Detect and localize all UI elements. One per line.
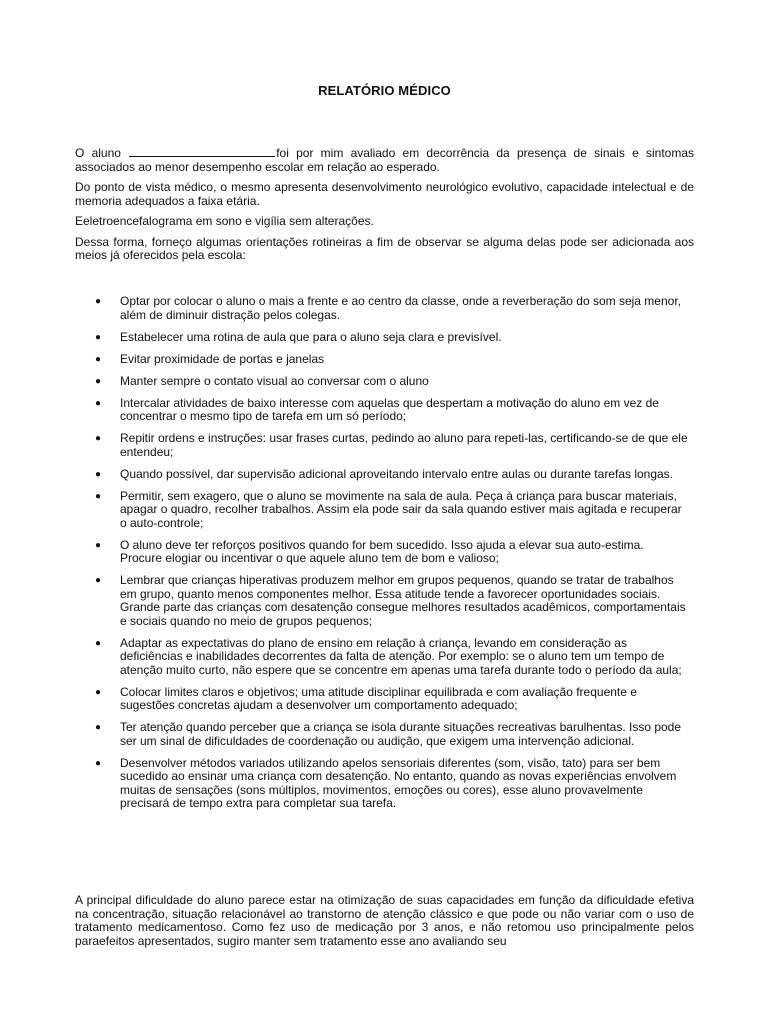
- recommendation-text: Adaptar as expectativas do plano de ensino em relação à criança, levando em consideração as deficiências e inabilidades decorrentes da falta de atenção. Por exemplo: se o aluno tem um tempo de atenção muito curto, não espere que se concentre em apenas uma tarefa durante todo o período da aula;: [120, 635, 682, 677]
- recommendations-list: [75, 295, 694, 819]
- recommendation-text: O aluno deve ter reforços positivos quando for bem sucedido. Isso ajuda a elevar sua auto-estima. Procure elogiar ou incentivar o que aquele aluno tem de bom e valioso;: [120, 537, 644, 565]
- intro-p1-start: O aluno: [75, 146, 129, 160]
- bullet-icon: ●: [95, 722, 102, 733]
- bullet-icon: ●: [95, 490, 102, 502]
- document-title: RELATÓRIO MÉDICO: [318, 83, 451, 98]
- bullet-icon: ●: [95, 468, 102, 480]
- bullet-icon: ●: [95, 637, 102, 649]
- recommendation-text: Desenvolver métodos variados utilizando apelos sensoriais diferentes (som, visão, tato) para ser bem sucedido ao ensinar uma criança com desatenção. No entanto, quando as novas experiências envolvem muitas de sensações (sons múltiplos, movimentos, emoções ou cores), esse aluno provavelmente precisará de tempo extra para completar sua tarefa.: [120, 755, 677, 810]
- recommendation-item: [75, 331, 694, 345]
- recommendation-text: Intercalar atividades de baixo interesse com aquelas que despertam a motivação do aluno em vez de concentrar o mesmo tipo de tarefa em um só período;: [120, 395, 659, 423]
- recommendation-item: [75, 721, 694, 748]
- bullet-icon: ●: [95, 575, 102, 586]
- bullet-icon: ●: [95, 686, 102, 698]
- document-page: [75, 0, 694, 1024]
- recommendation-text: Estabelecer uma rotina de aula que para o aluno seja clara e previsível.: [120, 329, 502, 344]
- bullet-icon: ●: [95, 397, 102, 409]
- recommendation-item: [75, 295, 694, 322]
- recommendation-item: [75, 574, 694, 628]
- bullet-icon: ●: [95, 296, 102, 307]
- intro-p1-end: foi por mim avaliado em decorrência da presença de sinais e sintomas associados ao menor desempenho escolar em relação ao esperado.: [75, 146, 694, 174]
- recommendation-item: [75, 637, 694, 678]
- recommendation-text: Colocar limites claros e objetivos; uma atitude disciplinar equilibrada e com avaliação frequente e sugestões concretas ajudam a desenvolver um comportamento adequado;: [120, 684, 637, 712]
- recommendation-item: [75, 490, 694, 531]
- recommendation-item: [75, 686, 694, 713]
- bullet-icon: ●: [95, 353, 102, 365]
- recommendation-item: [75, 353, 694, 367]
- intro-paragraph-1: [75, 146, 694, 174]
- recommendation-item: [75, 757, 694, 811]
- recommendation-item: [75, 397, 694, 424]
- intro-paragraph-4: Dessa forma, forneço algumas orientações rotineiras a fim de observar se alguma delas pode ser adicionada aos meios já oferecidos pela escola:: [75, 234, 694, 262]
- bullet-icon: ●: [95, 757, 102, 769]
- student-name-blank: [129, 146, 275, 157]
- recommendation-text: Lembrar que crianças hiperativas produzem melhor em grupos pequenos, quando se tratar de trabalhos em grupo, quanto menos componentes melhor. Essa atitude tende a favorecer oportunidades sociais. Grande parte das crianças com desatenção consegue melhores resultados acadêmicos, comportamentais e sociais quando no meio de grupos pequenos;: [120, 573, 686, 628]
- recommendation-text: Quando possível, dar supervisão adicional aproveitando intervalo entre aulas ou durante tarefas longas.: [120, 466, 674, 481]
- intro-section: [75, 146, 694, 270]
- closing-paragraph: A principal dificuldade do aluno parece estar na otimização de suas capacidades em função da dificuldade efetiva na concentração, situação relacionável ao transtorno de atenção clássico e que pode ou não variar com o uso de tratamento medicamentoso. Como fez uso de medicação por 3 anos, e não retomou uso principalmente pelos paraefeitos apresentados, sugiro manter sem tratamento esse ano avaliando seu: [75, 893, 694, 948]
- intro-paragraph-3: Eeletroencefalograma em sono e vigília sem alterações.: [75, 214, 374, 228]
- recommendation-item: [75, 539, 694, 566]
- intro-paragraph-2: Do ponto de vista médico, o mesmo apresenta desenvolvimento neurológico evolutivo, capacidade intelectual e de memoria adequados a faixa etária.: [75, 180, 694, 208]
- recommendation-text: Repitir ordens e instruções: usar frases curtas, pedindo ao aluno para repeti-las, certificando-se de que ele entendeu;: [120, 431, 688, 459]
- recommendation-text: Optar por colocar o aluno o mais a frente e ao centro da classe, onde a reverberação do som seja menor, além de diminuir distração pelos colegas.: [120, 294, 681, 322]
- recommendation-text: Evitar proximidade de portas e janelas: [120, 351, 325, 366]
- recommendation-item: [75, 432, 694, 459]
- recommendation-item: [75, 375, 694, 389]
- recommendation-text: Permitir, sem exagero, que o aluno se movimente na sala de aula. Peça à criança para buscar materiais, apagar o quadro, recolher trabalhos. Assim ela pode sair da sala quando estiver mais agitada e recuperar o auto-controle;: [120, 488, 682, 530]
- bullet-icon: ●: [95, 539, 102, 551]
- bullet-icon: ●: [95, 375, 102, 387]
- bullet-icon: ●: [95, 331, 102, 343]
- bullet-icon: ●: [95, 433, 102, 444]
- recommendation-text: Ter atenção quando perceber que a criança se isola durante situações recreativas barulhentas. Isso pode ser um sinal de dificuldades de coordenação ou audição, que exigem uma intervenção adicional.: [120, 720, 682, 748]
- recommendation-text: Manter sempre o contato visual ao conversar com o aluno: [120, 373, 429, 388]
- recommendation-item: [75, 468, 694, 482]
